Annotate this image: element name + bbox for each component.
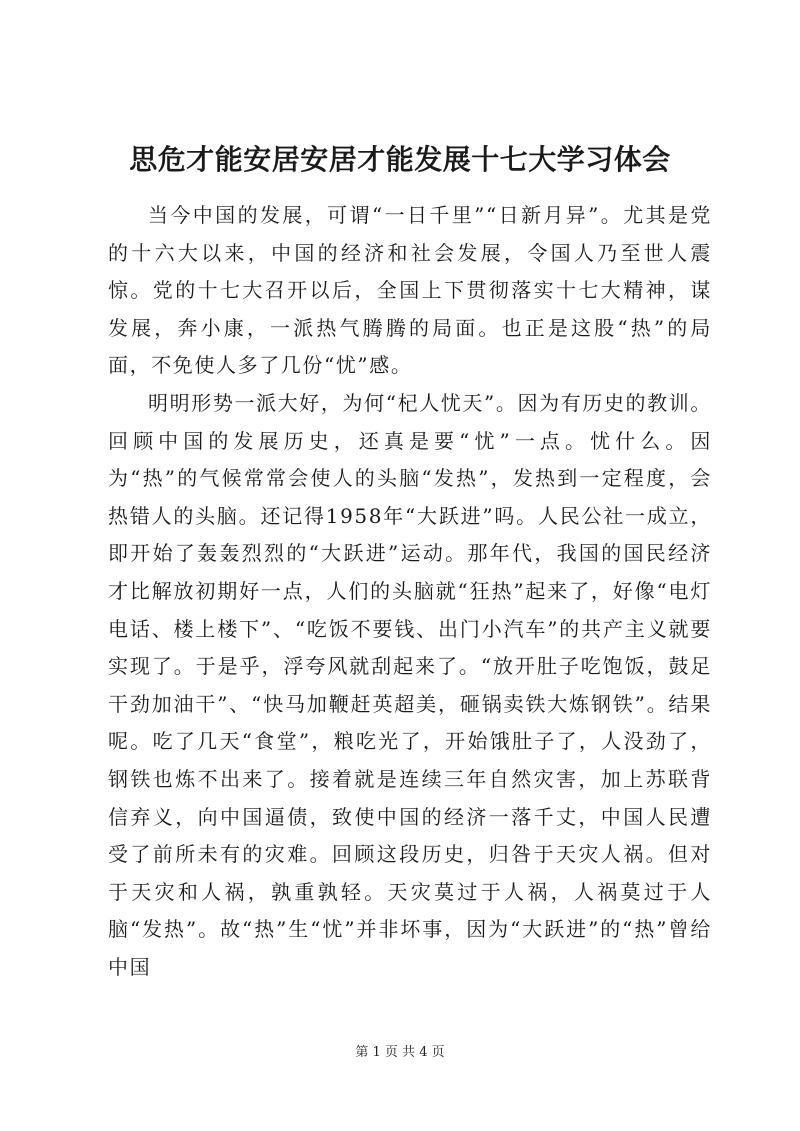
paragraph-1: 当今中国的发展，可谓“一日千里”“日新月异”。尤其是党的十六大以来，中国的经济和社会发展，令国人乃至世人震惊。党的十七大召开以后，全国上下贯彻落实十七大精神，谋发展，奔小康，一派热气腾腾的局面。也正是这股“热”的局面，不免使人多了几份“忧”感。 — [108, 203, 712, 378]
page-number-footer: 第 1 页 共 4 页 — [355, 1045, 445, 1060]
paragraph-2: 明明形势一派大好，为何“杞人忧天”。因为有历史的教训。回顾中国的发展历史，还真是要“忧”一点。忧什么。因为“热”的气候常常会使人的头脑“发热”，发热到一定程度，会热错人的头脑。还记得1958年“大跃进”吗。人民公社一成立，即开始了轰轰烈烈的“大跃进”运动。那年代，我国的国民经济才比解放初期好一点，人们的头脑就“狂热”起来了，好像“电灯电话、楼上楼下”、“吃饭不要钱、出门小汽车”的共产主义就要实现了。于是乎，浮夸风就刮起来了。“放开肚子吃饱饭，鼓足干劲加油干”、“快马加鞭赶英超美，砸锅卖铁大炼钢铁”。结果呢。吃了几天“食堂”，粮吃光了，开始饿肚子了，人没劲了，钢铁也炼不出来了。接着就是连续三年自然灾害，加上苏联背信弃义，向中国逼债，致使中国的经济一落千丈，中国人民遭受了前所未有的灾难。回顾这段历史，归咎于天灾人祸。但对于天灾和人祸，孰重孰轻。天灾莫过于人祸，人祸莫过于人脑“发热”。故“热”生“忧”并非坏事，因为“大跃进”的“热”曾给中国 — [108, 390, 712, 979]
document-body — [108, 197, 712, 986]
document-title: 思危才能安居安居才能发展十七大学习体会 — [129, 143, 671, 176]
